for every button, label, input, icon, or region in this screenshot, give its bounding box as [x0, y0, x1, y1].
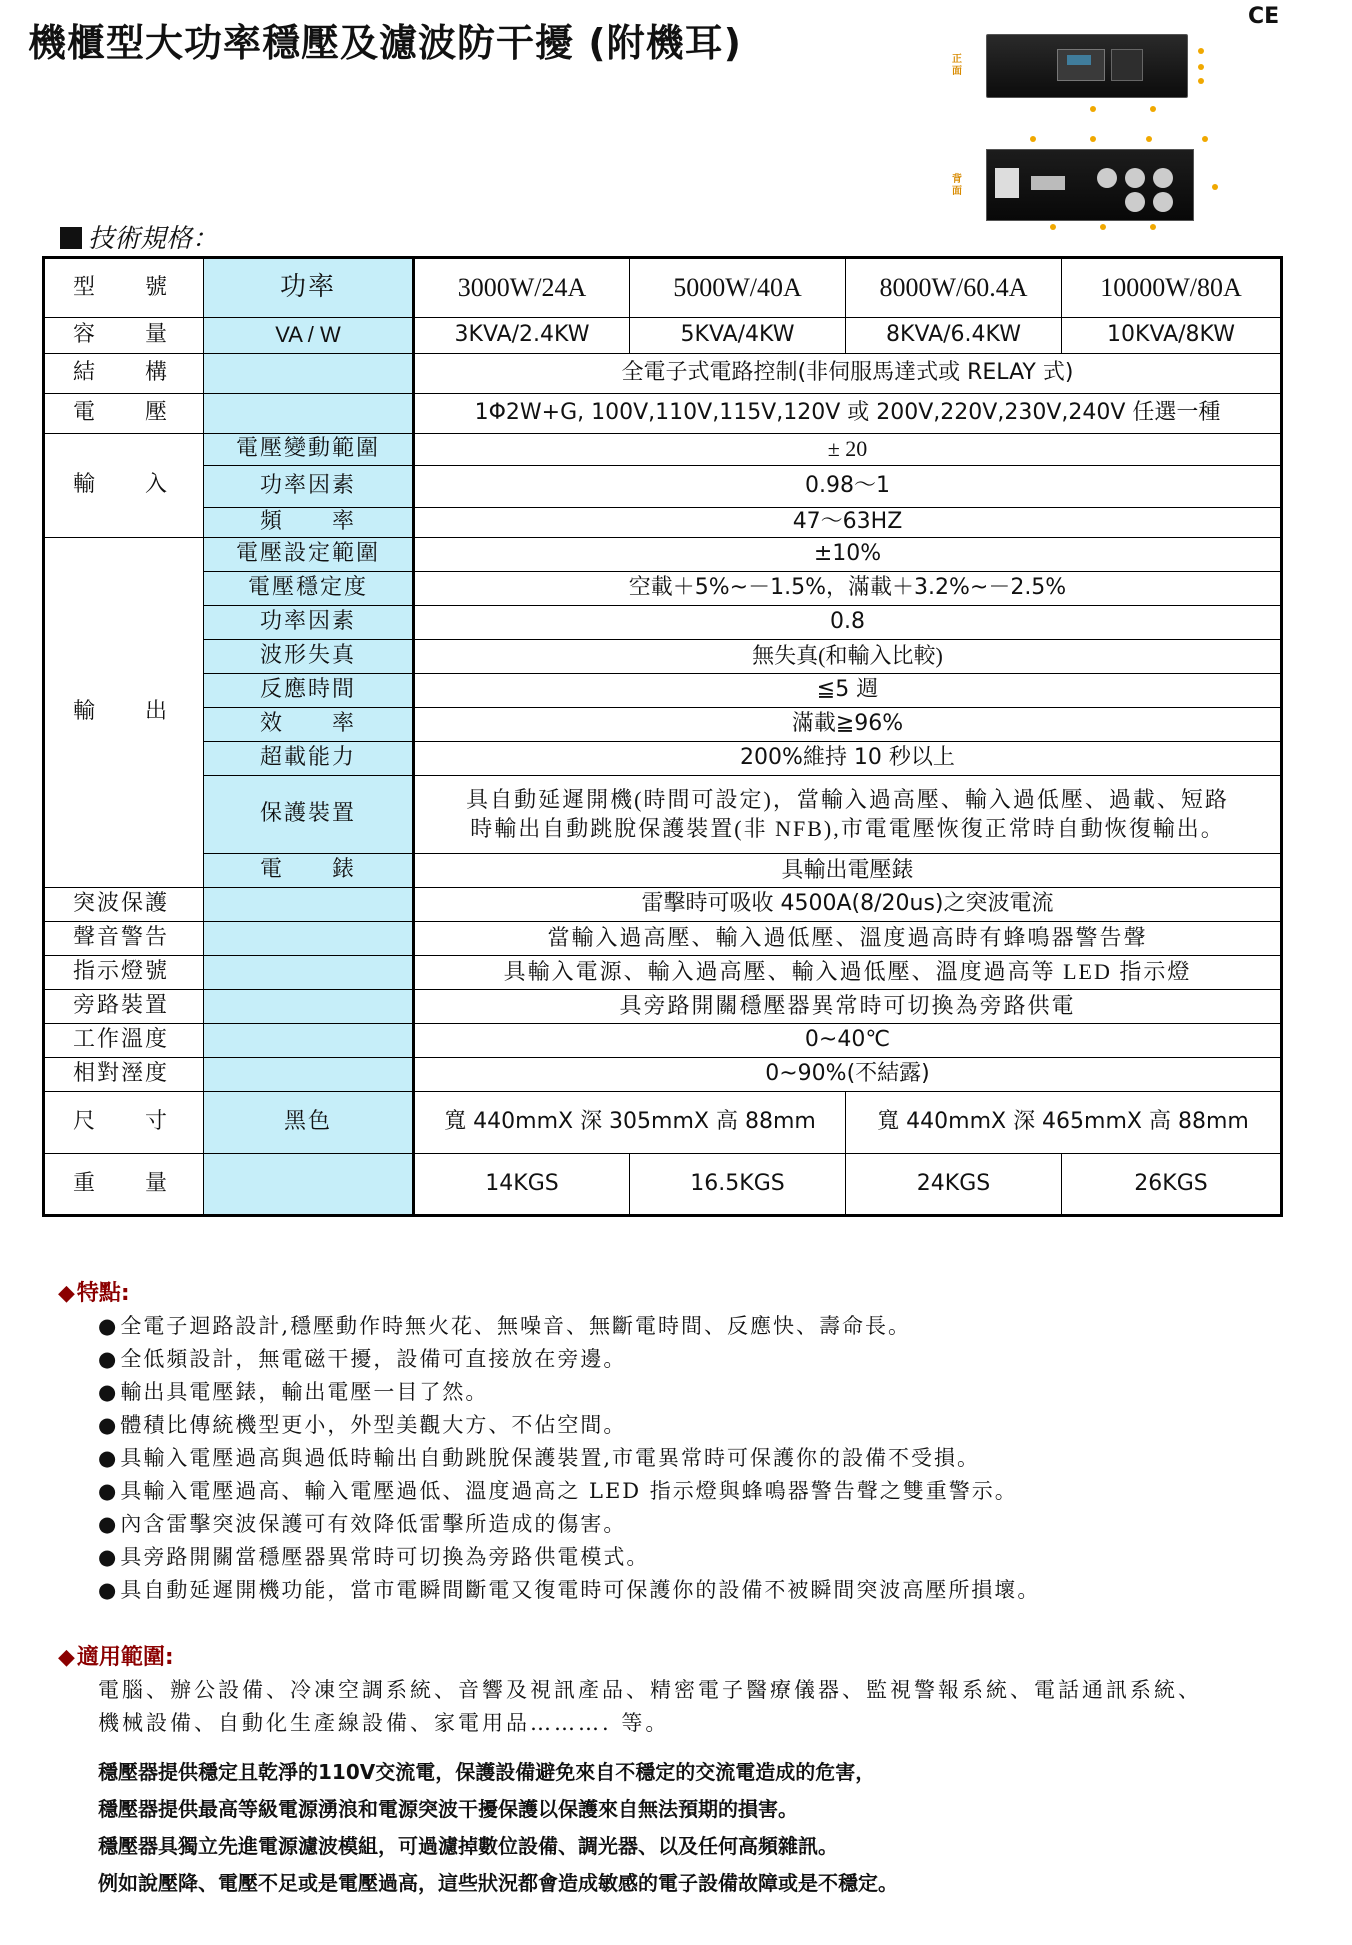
protection-value	[414, 776, 1282, 854]
output-sub-label: 超載能力	[204, 742, 414, 776]
bullet-icon: ●	[98, 1314, 119, 1338]
model-3000: 3000W/24A	[414, 258, 630, 318]
input-value: 47～63HZ	[414, 508, 1282, 538]
bullet-icon: ●	[98, 1545, 119, 1569]
weight-value: 26KGS	[1062, 1154, 1282, 1216]
protection-line: 時輸出自動跳脫保護裝置(非 NFB),市電電壓恢復正常時自動恢復輸出。	[470, 815, 1225, 841]
structure-value: 全電子式電路控制(非伺服馬達式或 RELAY 式)	[414, 354, 1282, 394]
feature-item: ●內含雷擊突波保護可有效降低雷擊所造成的傷害。	[98, 1512, 627, 1536]
bullet-icon: ●	[98, 1578, 119, 1602]
table-row	[44, 394, 1282, 434]
table-row	[44, 990, 1282, 1024]
output-value: 無失真(和輸入比較)	[414, 640, 1282, 674]
table-row	[44, 640, 1282, 674]
row-label-humidity: 相對溼度	[44, 1058, 204, 1092]
misc-value: 具旁路開關穩壓器異常時可切換為旁路供電	[414, 990, 1282, 1024]
output-value: ±10%	[414, 538, 1282, 572]
row-label-voltage: 電 壓	[44, 394, 204, 434]
row-label-weight: 重 量	[44, 1154, 204, 1216]
output-sub-label: 波形失真	[204, 640, 414, 674]
features-title-text: 特點:	[76, 1281, 130, 1306]
misc-value: 0~90%(不結露)	[414, 1058, 1282, 1092]
applications-title	[58, 1640, 174, 1671]
capacity-value: 5KVA/4KW	[630, 318, 846, 354]
sub-empty	[204, 888, 414, 922]
feature-item: ●體積比傳統機型更小，外型美觀大方、不佔空間。	[98, 1413, 627, 1437]
sub-empty	[204, 990, 414, 1024]
misc-value: 雷擊時可吸收 4500A(8/20us)之突波電流	[414, 888, 1282, 922]
table-row	[44, 572, 1282, 606]
output-sub-label: 保護裝置	[204, 776, 414, 854]
feature-item: ●全低頻設計，無電磁干擾，設備可直接放在旁邊。	[98, 1347, 627, 1371]
applications-line: 機械設備、自動化生產線設備、家電用品………. 等。	[98, 1711, 670, 1735]
row-label-output: 輸 出	[44, 538, 204, 888]
row-label-model: 型 號	[44, 258, 204, 318]
table-row	[44, 1058, 1282, 1092]
input-sub-label: 功率因素	[204, 466, 414, 508]
diamond-icon: ◆	[58, 1281, 75, 1306]
capacity-value: 10KVA/8KW	[1062, 318, 1282, 354]
bullet-icon: ●	[98, 1347, 119, 1371]
front-side-label: 正面	[952, 54, 962, 77]
capacity-value: 3KVA/2.4KW	[414, 318, 630, 354]
paragraph: 穩壓器提供最高等級電源湧浪和電源突波干擾保護以保護來自無法預期的損害。	[98, 1797, 798, 1821]
sub-empty	[204, 394, 414, 434]
output-sub-label: 電壓設定範圍	[204, 538, 414, 572]
row-label-size: 尺 寸	[44, 1092, 204, 1154]
feature-item: ●輸出具電壓錶，輸出電壓一目了然。	[98, 1380, 489, 1404]
size-value: 寬 440mmX 深 465mmX 高 88mm	[846, 1092, 1282, 1154]
table-row	[44, 1092, 1282, 1154]
table-row	[44, 606, 1282, 640]
back-panel-image	[986, 149, 1194, 221]
table-row	[44, 888, 1282, 922]
capacity-unit: VA / W	[204, 318, 414, 354]
bullet-icon: ●	[98, 1380, 119, 1404]
bullet-icon: ●	[98, 1479, 119, 1503]
applications-line: 電腦、辦公設備、冷凍空調系統、音響及視訊產品、精密電子醫療儀器、監視警報系統、電話通訊系統、	[98, 1678, 1202, 1702]
table-row	[44, 538, 1282, 572]
protection-line: 具自動延遲開機(時間可設定)，當輸入過高壓、輸入過低壓、過載、短路	[466, 786, 1229, 812]
bullet-icon: ●	[98, 1413, 119, 1437]
front-panel-image	[986, 34, 1188, 98]
sub-empty	[204, 1024, 414, 1058]
row-label-structure: 結 構	[44, 354, 204, 394]
output-value: 滿載≧96%	[414, 708, 1282, 742]
diamond-icon: ◆	[58, 1645, 75, 1670]
table-row	[44, 674, 1282, 708]
model-8000: 8000W/60.4A	[846, 258, 1062, 318]
output-sub-label: 效 率	[204, 708, 414, 742]
input-value: ± 20	[414, 434, 1282, 466]
table-row	[44, 1024, 1282, 1058]
weight-value: 16.5KGS	[630, 1154, 846, 1216]
table-row	[44, 434, 1282, 466]
table-row	[44, 956, 1282, 990]
bullet-icon: ●	[98, 1512, 119, 1536]
page-title: 機櫃型大功率穩壓及濾波防干擾 (附機耳)	[28, 21, 742, 65]
paragraph: 穩壓器具獨立先進電源濾波模組，可過濾掉數位設備、調光器、以及任何高頻雜訊。	[98, 1834, 838, 1858]
power-label: 功率	[204, 258, 414, 318]
color-label: 黑色	[204, 1092, 414, 1154]
table-row	[44, 1154, 1282, 1216]
voltage-value: 1Φ2W+G, 100V,110V,115V,120V 或 200V,220V,230V,240V 任選一種	[414, 394, 1282, 434]
spec-heading-text: 技術規格：	[88, 224, 219, 254]
sub-empty	[204, 1058, 414, 1092]
table-row	[44, 354, 1282, 394]
feature-item: ●具輸入電壓過高、輸入電壓過低、溫度過高之 LED 指示燈與蜂鳴器警告聲之雙重警示。	[98, 1479, 1018, 1503]
product-photo	[950, 24, 1280, 254]
input-sub-label: 電壓變動範圍	[204, 434, 414, 466]
row-label-capacity: 容 量	[44, 318, 204, 354]
table-row	[44, 508, 1282, 538]
features-title	[58, 1276, 130, 1307]
output-value: ≦5 週	[414, 674, 1282, 708]
input-value: 0.98～1	[414, 466, 1282, 508]
paragraph: 例如說壓降、電壓不足或是電壓過高，這些狀況都會造成敏感的電子設備故障或是不穩定。	[98, 1871, 898, 1895]
model-10000: 10000W/80A	[1062, 258, 1282, 318]
feature-item: ●具自動延遲開機功能，當市電瞬間斷電又復電時可保護你的設備不被瞬間突波高壓所損壞。	[98, 1578, 1041, 1602]
misc-value: 0~40℃	[414, 1024, 1282, 1058]
table-row	[44, 466, 1282, 508]
row-label-input: 輸 入	[44, 434, 204, 538]
output-sub-label: 反應時間	[204, 674, 414, 708]
output-sub-label: 電 錶	[204, 854, 414, 888]
feature-item: ●具旁路開關當穩壓器異常時可切換為旁路供電模式。	[98, 1545, 650, 1569]
output-value: 空載＋5%~－1.5%，滿載＋3.2%~－2.5%	[414, 572, 1282, 606]
square-bullet-icon	[60, 227, 82, 249]
feature-item: ●全電子迴路設計,穩壓動作時無火花、無噪音、無斷電時間、反應快、壽命長。	[98, 1314, 912, 1338]
paragraph: 穩壓器提供穩定且乾淨的110V交流電，保護設備避免來自不穩定的交流電造成的危害，	[98, 1760, 876, 1784]
spec-heading	[60, 218, 218, 255]
model-5000: 5000W/40A	[630, 258, 846, 318]
table-row	[44, 922, 1282, 956]
weight-value: 14KGS	[414, 1154, 630, 1216]
table-row	[44, 318, 1282, 354]
misc-value: 當輸入過高壓、輸入過低壓、溫度過高時有蜂鳴器警告聲	[414, 922, 1282, 956]
row-label-temp: 工作溫度	[44, 1024, 204, 1058]
sub-empty	[204, 354, 414, 394]
weight-value: 24KGS	[846, 1154, 1062, 1216]
spec-table	[42, 256, 1283, 1217]
back-side-label: 背面	[952, 174, 962, 197]
output-sub-label: 功率因素	[204, 606, 414, 640]
output-value: 0.8	[414, 606, 1282, 640]
table-row	[44, 776, 1282, 854]
bullet-icon: ●	[98, 1446, 119, 1470]
output-value: 具輸出電壓錶	[414, 854, 1282, 888]
sub-empty	[204, 922, 414, 956]
table-row	[44, 258, 1282, 318]
applications-title-text: 適用範圍:	[76, 1645, 174, 1670]
capacity-value: 8KVA/6.4KW	[846, 318, 1062, 354]
feature-item: ●具輸入電壓過高與過低時輸出自動跳脫保護裝置,市電異常時可保護你的設備不受損。	[98, 1446, 980, 1470]
row-label-surge: 突波保護	[44, 888, 204, 922]
row-label-indicator: 指示燈號	[44, 956, 204, 990]
size-value: 寬 440mmX 深 305mmX 高 88mm	[414, 1092, 846, 1154]
input-sub-label: 頻 率	[204, 508, 414, 538]
row-label-alarm: 聲音警告	[44, 922, 204, 956]
table-row	[44, 854, 1282, 888]
misc-value: 具輸入電源、輸入過高壓、輸入過低壓、溫度過高等 LED 指示燈	[414, 956, 1282, 990]
output-value: 200%維持 10 秒以上	[414, 742, 1282, 776]
table-row	[44, 742, 1282, 776]
sub-empty	[204, 1154, 414, 1216]
row-label-bypass: 旁路裝置	[44, 990, 204, 1024]
ce-mark-icon: CE	[1248, 4, 1280, 29]
sub-empty	[204, 956, 414, 990]
table-row	[44, 708, 1282, 742]
output-sub-label: 電壓穩定度	[204, 572, 414, 606]
